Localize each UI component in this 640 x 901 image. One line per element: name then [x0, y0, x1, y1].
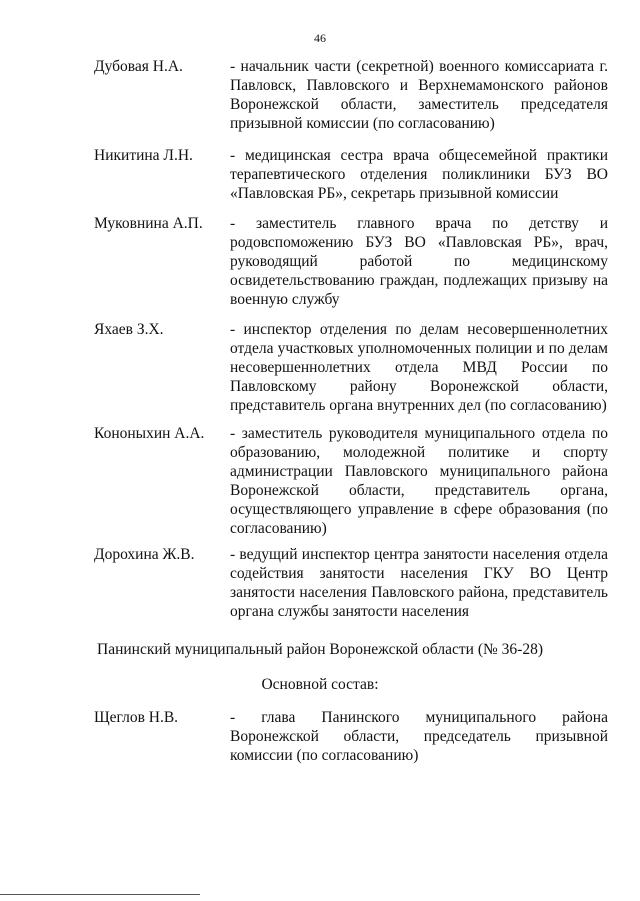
district-heading: Панинский муниципальный район Воронежской области (№ 36-28) — [97, 641, 543, 658]
member-role: - заместитель главного врача по детству и родовспоможению БУЗ ВО «Павловская РБ», врач, руководящий работой по медицинскому освидетельствованию граждан, подлежащих призыву на военную службу — [230, 215, 608, 308]
member-name: Дубовая Н.А. — [94, 58, 183, 75]
member-name: Яхаев З.Х. — [94, 321, 164, 338]
member-name: Кононыхин А.А. — [94, 425, 205, 442]
member-role: - инспектор отделения по делам несовершеннолетних отдела участковых уполномоченных полиции и по делам несовершеннолетних отдела МВД России по Павловскому району Воронежской области, представитель органа внутренних дел (по согласованию) — [230, 321, 608, 414]
member-role: - ведущий инспектор центра занятости населения отдела содействия занятости населения ГКУ ВО Центр занятости населения Павловского района, представитель органа службы занятости населения — [230, 546, 608, 620]
member-name: Дорохина Ж.В. — [94, 546, 195, 563]
member-name: Муковнина А.П. — [94, 215, 203, 232]
footer-rule — [0, 894, 200, 895]
page-number: 46 — [314, 31, 326, 45]
member-name: Никитина Л.Н. — [94, 147, 193, 164]
member-role: - медицинская сестра врача общесемейной практики терапевтического отделения поликлиники БУЗ ВО «Павловская РБ», секретарь призывной комиссии — [230, 147, 608, 202]
composition-heading: Основной состав: — [261, 676, 379, 693]
member-role: - начальник части (секретной) военного комиссариата г. Павловск, Павловского и Верхнемамонского районов Воронежской области, заместитель председателя призывной комиссии (по согласованию) — [230, 58, 608, 132]
member-name: Щеглов Н.В. — [94, 709, 179, 726]
member-role: - глава Панинского муниципального района Воронежской области, председатель призывной комиссии (по согласованию) — [230, 709, 608, 764]
member-role: - заместитель руководителя муниципального отдела по образованию, молодежной политике и спорту администрации Павловского муниципального района Воронежской области, представитель органа, осуществляющего управление в сфере образования (по согласованию) — [230, 425, 608, 537]
